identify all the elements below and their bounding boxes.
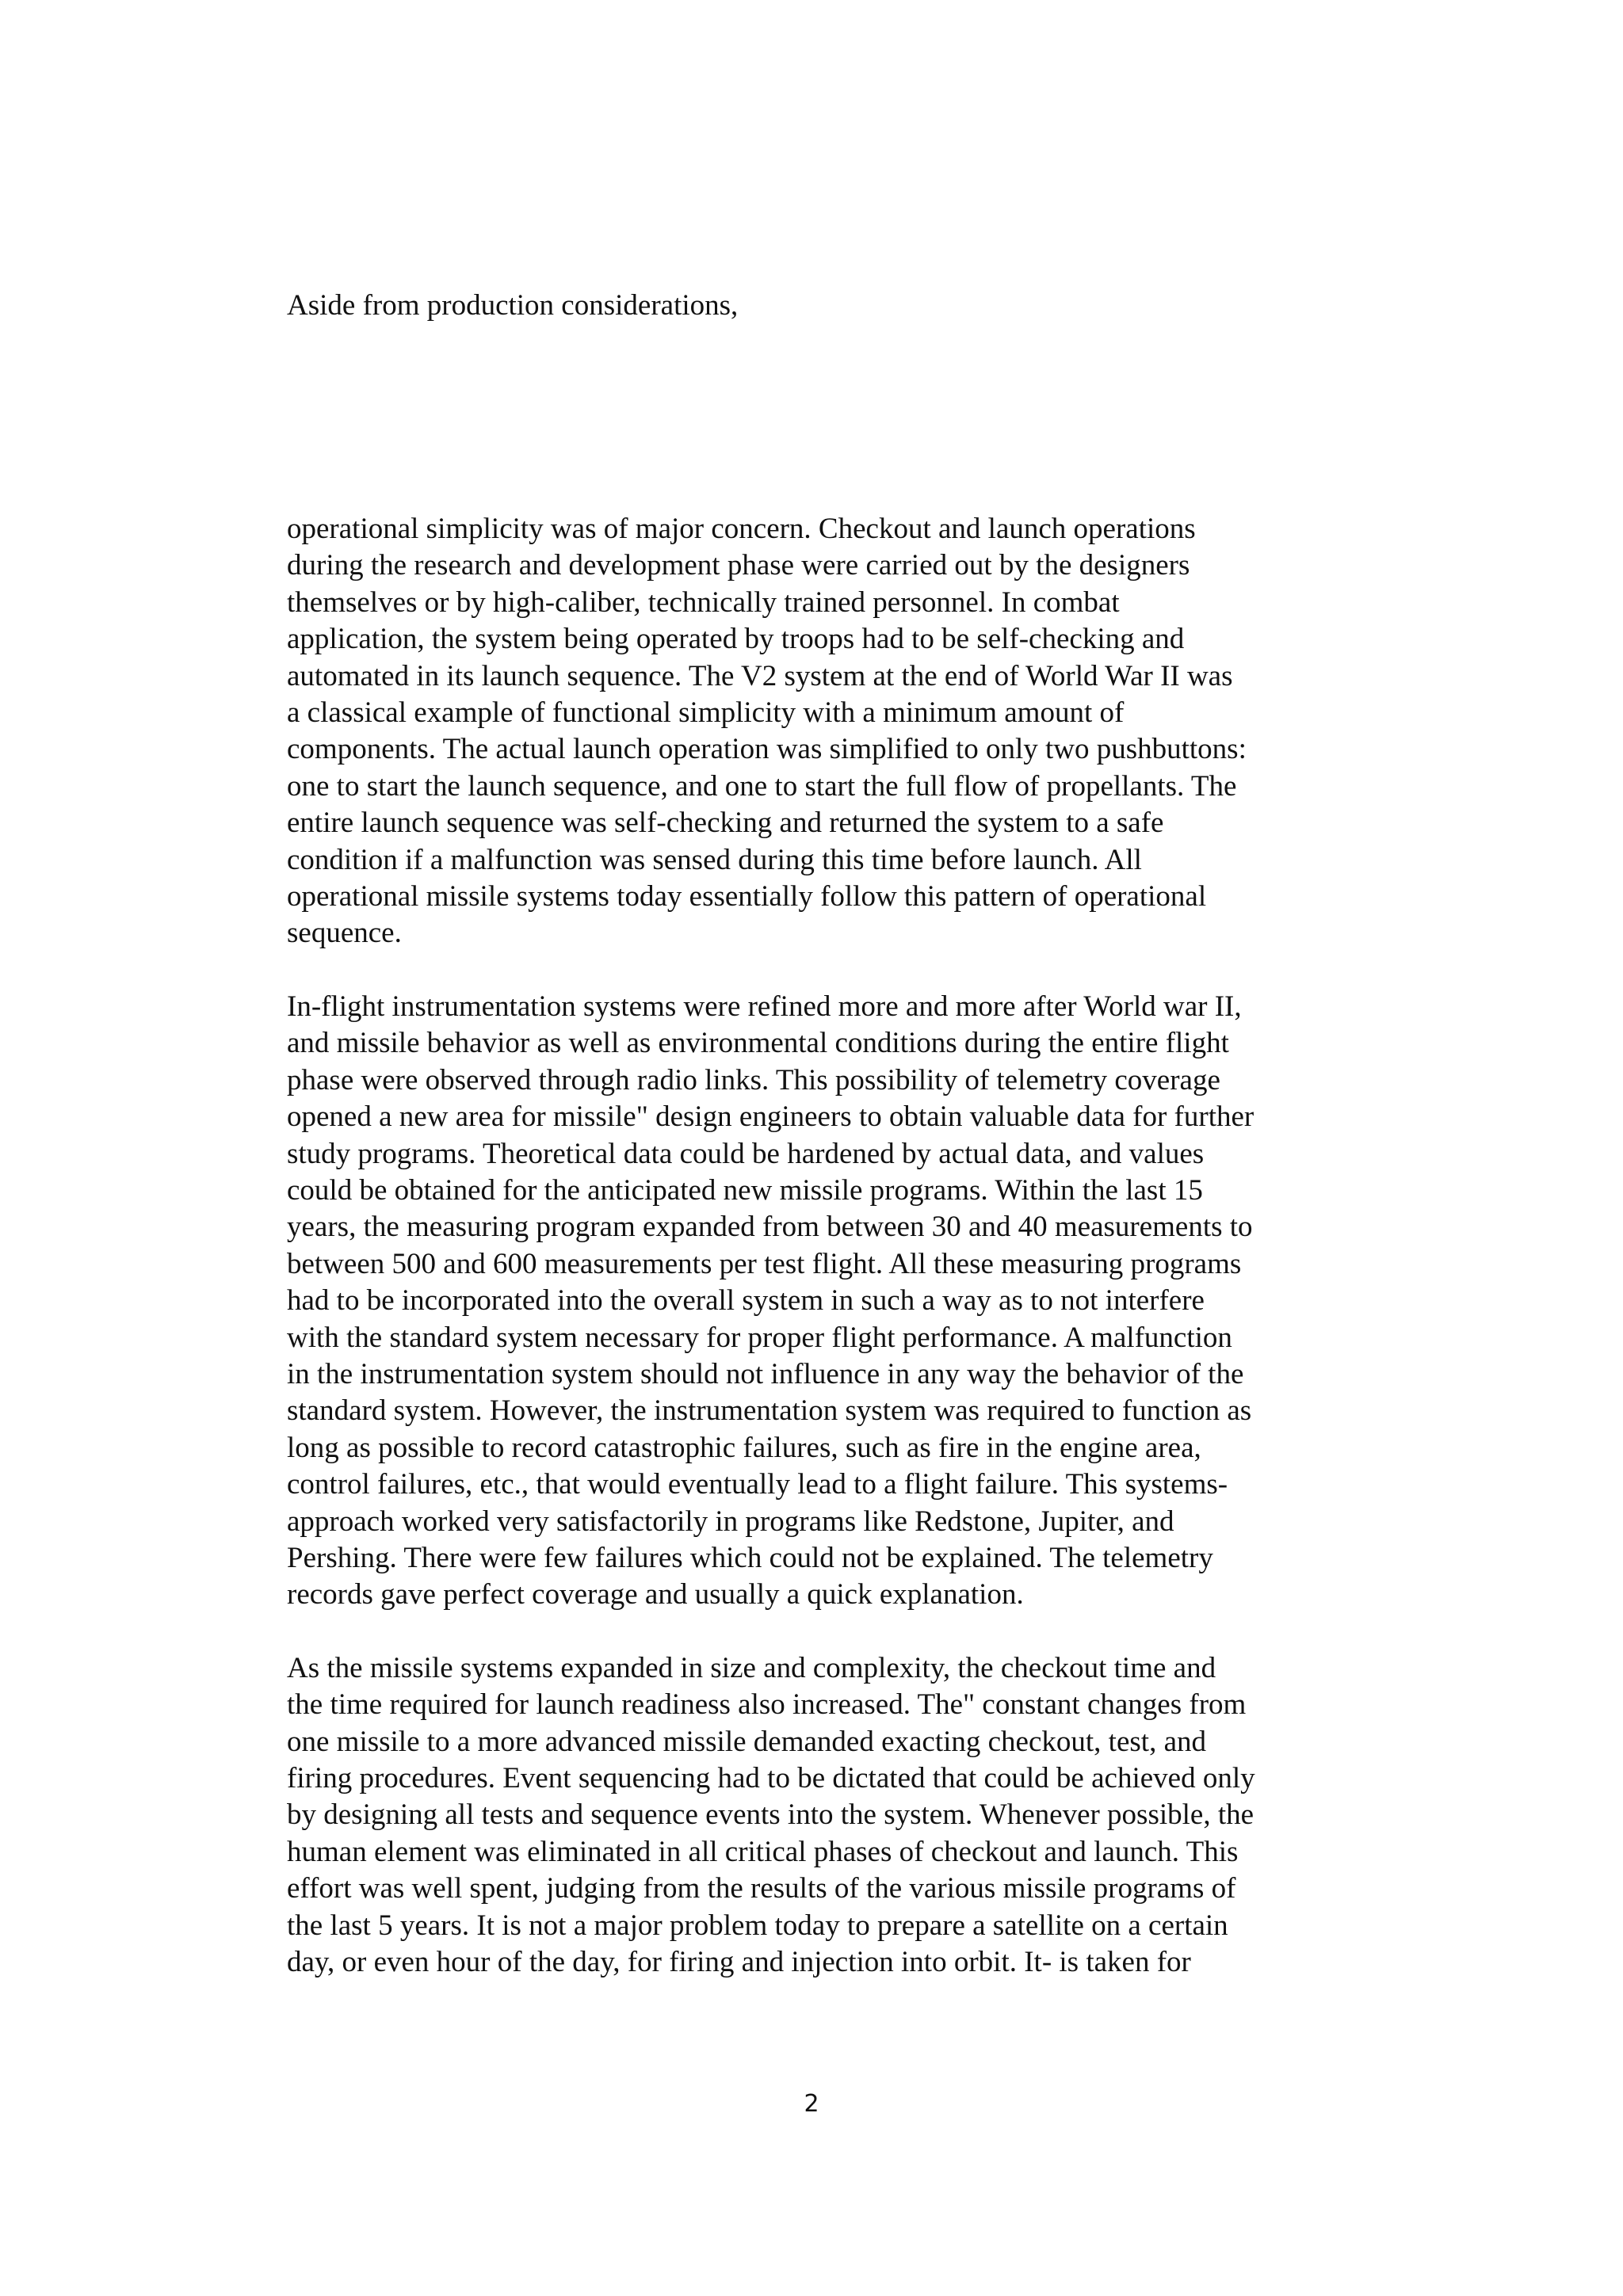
text-line: and missile behavior as well as environmental conditions during the entire flight (287, 1027, 1229, 1060)
text-line: sequence. (287, 917, 402, 950)
text-line: operational simplicity was of major concern. Checkout and launch operations (287, 513, 1196, 545)
text-line: firing procedures. Event sequencing had to be dictated that could be achieved only (287, 1762, 1255, 1794)
text-line: years, the measuring program expanded from between 30 and 40 measurements to (287, 1211, 1253, 1244)
body-text (287, 511, 1255, 2017)
text-line: one missile to a more advanced missile demanded exacting checkout, test, and (287, 1725, 1206, 1758)
text-line: the time required for launch readiness also increased. The" constant changes from (287, 1688, 1247, 1722)
text-line: a classical example of functional simplicity with a minimum amount of (287, 696, 1125, 730)
page-number: 2 (804, 2090, 819, 2118)
text-line: long as possible to record catastrophic failures, such as fire in the engine area, (287, 1431, 1201, 1464)
text-line: In-flight instrumentation systems were refined more and more after World war II, (287, 990, 1242, 1023)
text-line: records gave perfect coverage and usually a quick explanation. (287, 1578, 1024, 1611)
text-line: the last 5 years. It is not a major problem today to prepare a satellite on a certain (287, 1909, 1228, 1942)
text-line: components. The actual launch operation was simplified to only two pushbuttons: (287, 733, 1247, 766)
opening-line: Aside from production considerations, (287, 289, 739, 322)
text-line: opened a new area for missile" design engineers to obtain valuable data for further (287, 1100, 1254, 1134)
text-line: standard system. However, the instrumentation system was required to function as (287, 1394, 1252, 1428)
text-line: could be obtained for the anticipated new missile programs. Within the last 15 (287, 1173, 1203, 1207)
paragraph-2 (287, 989, 1255, 1614)
text-line: phase were observed through radio links. This possibility of telemetry coverage (287, 1063, 1220, 1097)
text-line: entire launch sequence was self-checking and returned the system to a safe (287, 807, 1164, 840)
text-line: day, or even hour of the day, for firing and injection into orbit. It- is taken for (287, 1946, 1191, 1979)
text-line: application, the system being operated by troops had to be self-checking and (287, 623, 1185, 656)
text-line: study programs. Theoretical data could be hardened by actual data, and values (287, 1137, 1205, 1170)
text-line: human element was eliminated in all critical phases of checkout and launch. This (287, 1835, 1239, 1868)
paragraph-1 (287, 511, 1255, 952)
text-line: control failures, etc., that would eventually lead to a flight failure. This systems- (287, 1468, 1228, 1501)
text-line: in the instrumentation system should not influence in any way the behavior of the (287, 1357, 1244, 1390)
text-line: effort was well spent, judging from the results of the various missile programs of (287, 1872, 1236, 1905)
text-line: operational missile systems today essentially follow this pattern of operational (287, 880, 1207, 913)
text-line: condition if a malfunction was sensed during this time before launch. All (287, 843, 1142, 876)
text-line: with the standard system necessary for proper flight performance. A malfunction (287, 1321, 1232, 1354)
text-line: one to start the launch sequence, and one to start the full flow of propellants. The (287, 769, 1237, 803)
text-line: Pershing. There were few failures which could not be explained. The telemetry (287, 1541, 1213, 1574)
paragraph-3 (287, 1650, 1255, 1981)
text-line: during the research and development phase were carried out by the designers (287, 549, 1190, 582)
text-line: automated in its launch sequence. The V2 system at the end of World War II was (287, 659, 1233, 692)
text-line: themselves or by high-caliber, technically trained personnel. In combat (287, 585, 1120, 619)
text-line: by designing all tests and sequence events into the system. Whenever possible, the (287, 1798, 1254, 1832)
text-line: had to be incorporated into the overall system in such a way as to not interfere (287, 1284, 1205, 1318)
text-line: between 500 and 600 measurements per test flight. All these measuring programs (287, 1247, 1242, 1280)
text-line: approach worked very satisfactorily in programs like Redstone, Jupiter, and (287, 1505, 1174, 1538)
text-line: As the missile systems expanded in size and complexity, the checkout time and (287, 1651, 1216, 1684)
